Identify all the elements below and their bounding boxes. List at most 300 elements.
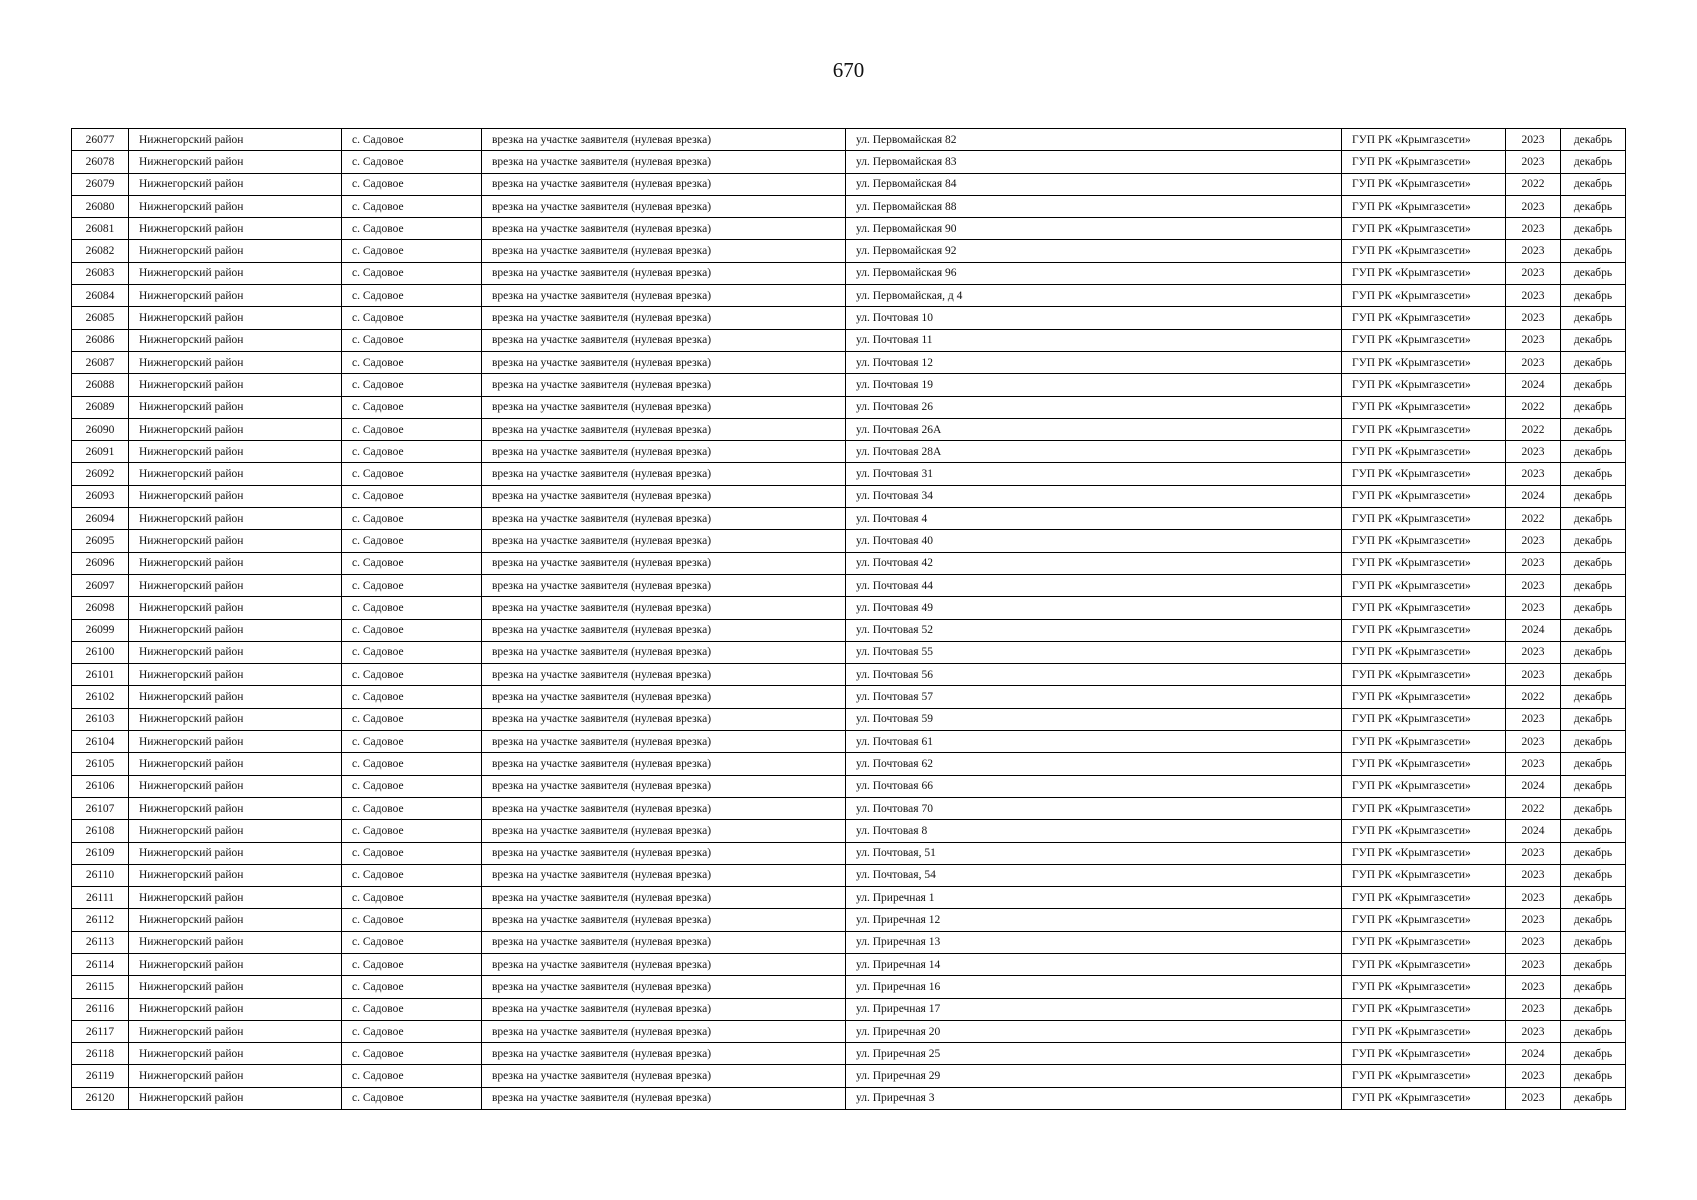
cell-work-type: врезка на участке заявителя (нулевая врезка) bbox=[482, 820, 846, 842]
cell-address: ул. Почтовая 61 bbox=[846, 731, 1342, 753]
cell-address: ул. Почтовая 31 bbox=[846, 463, 1342, 485]
cell-address: ул. Почтовая 28А bbox=[846, 441, 1342, 463]
cell-settlement: с. Садовое bbox=[342, 1043, 482, 1065]
cell-district: Нижнегорский район bbox=[129, 775, 342, 797]
cell-work-type: врезка на участке заявителя (нулевая врезка) bbox=[482, 195, 846, 217]
cell-month: декабрь bbox=[1561, 1087, 1626, 1109]
cell-organization: ГУП РК «Крымгазсети» bbox=[1342, 441, 1506, 463]
table-row bbox=[72, 508, 1626, 530]
cell-id: 26079 bbox=[72, 173, 129, 195]
table-row bbox=[72, 708, 1626, 730]
table-row bbox=[72, 664, 1626, 686]
cell-month: декабрь bbox=[1561, 887, 1626, 909]
table-row bbox=[72, 285, 1626, 307]
table-row bbox=[72, 1065, 1626, 1087]
cell-id: 26113 bbox=[72, 931, 129, 953]
cell-address: ул. Почтовая 49 bbox=[846, 597, 1342, 619]
cell-organization: ГУП РК «Крымгазсети» bbox=[1342, 240, 1506, 262]
cell-settlement: с. Садовое bbox=[342, 262, 482, 284]
cell-work-type: врезка на участке заявителя (нулевая врезка) bbox=[482, 307, 846, 329]
cell-district: Нижнегорский район bbox=[129, 218, 342, 240]
cell-settlement: с. Садовое bbox=[342, 195, 482, 217]
cell-settlement: с. Садовое bbox=[342, 708, 482, 730]
cell-work-type: врезка на участке заявителя (нулевая врезка) bbox=[482, 463, 846, 485]
cell-settlement: с. Садовое bbox=[342, 240, 482, 262]
cell-settlement: с. Садовое bbox=[342, 285, 482, 307]
cell-month: декабрь bbox=[1561, 374, 1626, 396]
cell-work-type: врезка на участке заявителя (нулевая врезка) bbox=[482, 1065, 846, 1087]
table-row bbox=[72, 195, 1626, 217]
cell-address: ул. Почтовая 56 bbox=[846, 664, 1342, 686]
cell-district: Нижнегорский район bbox=[129, 953, 342, 975]
table-row bbox=[72, 218, 1626, 240]
table-row bbox=[72, 1020, 1626, 1042]
cell-address: ул. Первомайская 92 bbox=[846, 240, 1342, 262]
cell-settlement: с. Садовое bbox=[342, 731, 482, 753]
cell-id: 26115 bbox=[72, 976, 129, 998]
cell-id: 26094 bbox=[72, 508, 129, 530]
cell-id: 26096 bbox=[72, 552, 129, 574]
cell-organization: ГУП РК «Крымгазсети» bbox=[1342, 307, 1506, 329]
cell-settlement: с. Садовое bbox=[342, 374, 482, 396]
cell-month: декабрь bbox=[1561, 998, 1626, 1020]
cell-district: Нижнегорский район bbox=[129, 931, 342, 953]
cell-address: ул. Почтовая 70 bbox=[846, 797, 1342, 819]
cell-year: 2023 bbox=[1506, 708, 1561, 730]
cell-settlement: с. Садовое bbox=[342, 820, 482, 842]
cell-work-type: врезка на участке заявителя (нулевая врезка) bbox=[482, 619, 846, 641]
cell-organization: ГУП РК «Крымгазсети» bbox=[1342, 173, 1506, 195]
cell-month: декабрь bbox=[1561, 218, 1626, 240]
cell-settlement: с. Садовое bbox=[342, 463, 482, 485]
cell-work-type: врезка на участке заявителя (нулевая врезка) bbox=[482, 329, 846, 351]
cell-work-type: врезка на участке заявителя (нулевая врезка) bbox=[482, 998, 846, 1020]
cell-organization: ГУП РК «Крымгазсети» bbox=[1342, 731, 1506, 753]
cell-district: Нижнегорский район bbox=[129, 641, 342, 663]
cell-id: 26083 bbox=[72, 262, 129, 284]
cell-settlement: с. Садовое bbox=[342, 641, 482, 663]
cell-organization: ГУП РК «Крымгазсети» bbox=[1342, 931, 1506, 953]
table-row bbox=[72, 552, 1626, 574]
cell-year: 2023 bbox=[1506, 842, 1561, 864]
cell-id: 26088 bbox=[72, 374, 129, 396]
cell-year: 2022 bbox=[1506, 508, 1561, 530]
cell-id: 26105 bbox=[72, 753, 129, 775]
table-row bbox=[72, 441, 1626, 463]
cell-year: 2024 bbox=[1506, 820, 1561, 842]
cell-organization: ГУП РК «Крымгазсети» bbox=[1342, 864, 1506, 886]
cell-settlement: с. Садовое bbox=[342, 218, 482, 240]
table-row bbox=[72, 329, 1626, 351]
cell-district: Нижнегорский район bbox=[129, 418, 342, 440]
cell-settlement: с. Садовое bbox=[342, 953, 482, 975]
cell-id: 26117 bbox=[72, 1020, 129, 1042]
cell-year: 2023 bbox=[1506, 909, 1561, 931]
cell-district: Нижнегорский район bbox=[129, 552, 342, 574]
cell-organization: ГУП РК «Крымгазсети» bbox=[1342, 329, 1506, 351]
cell-id: 26102 bbox=[72, 686, 129, 708]
cell-work-type: врезка на участке заявителя (нулевая врезка) bbox=[482, 976, 846, 998]
cell-work-type: врезка на участке заявителя (нулевая врезка) bbox=[482, 396, 846, 418]
table-row bbox=[72, 262, 1626, 284]
cell-month: декабрь bbox=[1561, 664, 1626, 686]
cell-work-type: врезка на участке заявителя (нулевая врезка) bbox=[482, 1043, 846, 1065]
table-row bbox=[72, 931, 1626, 953]
cell-organization: ГУП РК «Крымгазсети» bbox=[1342, 418, 1506, 440]
cell-district: Нижнегорский район bbox=[129, 463, 342, 485]
cell-organization: ГУП РК «Крымгазсети» bbox=[1342, 953, 1506, 975]
cell-year: 2023 bbox=[1506, 864, 1561, 886]
cell-work-type: врезка на участке заявителя (нулевая врезка) bbox=[482, 887, 846, 909]
cell-work-type: врезка на участке заявителя (нулевая врезка) bbox=[482, 909, 846, 931]
cell-month: декабрь bbox=[1561, 641, 1626, 663]
cell-year: 2024 bbox=[1506, 775, 1561, 797]
cell-year: 2023 bbox=[1506, 129, 1561, 151]
cell-address: ул. Почтовая 12 bbox=[846, 351, 1342, 373]
cell-id: 26114 bbox=[72, 953, 129, 975]
cell-settlement: с. Садовое bbox=[342, 508, 482, 530]
cell-settlement: с. Садовое bbox=[342, 976, 482, 998]
cell-organization: ГУП РК «Крымгазсети» bbox=[1342, 909, 1506, 931]
cell-year: 2023 bbox=[1506, 307, 1561, 329]
cell-district: Нижнегорский район bbox=[129, 151, 342, 173]
cell-year: 2023 bbox=[1506, 329, 1561, 351]
cell-district: Нижнегорский район bbox=[129, 1065, 342, 1087]
cell-organization: ГУП РК «Крымгазсети» bbox=[1342, 530, 1506, 552]
cell-month: декабрь bbox=[1561, 619, 1626, 641]
cell-id: 26077 bbox=[72, 129, 129, 151]
cell-work-type: врезка на участке заявителя (нулевая врезка) bbox=[482, 151, 846, 173]
cell-district: Нижнегорский район bbox=[129, 619, 342, 641]
cell-id: 26085 bbox=[72, 307, 129, 329]
cell-work-type: врезка на участке заявителя (нулевая врезка) bbox=[482, 1020, 846, 1042]
cell-month: декабрь bbox=[1561, 909, 1626, 931]
cell-address: ул. Первомайская 82 bbox=[846, 129, 1342, 151]
cell-year: 2023 bbox=[1506, 530, 1561, 552]
cell-id: 26091 bbox=[72, 441, 129, 463]
cell-id: 26086 bbox=[72, 329, 129, 351]
cell-id: 26103 bbox=[72, 708, 129, 730]
cell-address: ул. Почтовая 42 bbox=[846, 552, 1342, 574]
cell-year: 2023 bbox=[1506, 151, 1561, 173]
cell-settlement: с. Садовое bbox=[342, 686, 482, 708]
cell-address: ул. Почтовая 26А bbox=[846, 418, 1342, 440]
cell-month: декабрь bbox=[1561, 151, 1626, 173]
cell-year: 2022 bbox=[1506, 396, 1561, 418]
cell-district: Нижнегорский район bbox=[129, 173, 342, 195]
cell-district: Нижнегорский район bbox=[129, 240, 342, 262]
cell-settlement: с. Садовое bbox=[342, 441, 482, 463]
cell-month: декабрь bbox=[1561, 441, 1626, 463]
cell-year: 2023 bbox=[1506, 641, 1561, 663]
cell-district: Нижнегорский район bbox=[129, 842, 342, 864]
cell-district: Нижнегорский район bbox=[129, 129, 342, 151]
cell-district: Нижнегорский район bbox=[129, 351, 342, 373]
cell-address: ул. Почтовая 40 bbox=[846, 530, 1342, 552]
cell-month: декабрь bbox=[1561, 686, 1626, 708]
cell-district: Нижнегорский район bbox=[129, 686, 342, 708]
cell-district: Нижнегорский район bbox=[129, 887, 342, 909]
table-row bbox=[72, 619, 1626, 641]
cell-work-type: врезка на участке заявителя (нулевая врезка) bbox=[482, 173, 846, 195]
cell-organization: ГУП РК «Крымгазсети» bbox=[1342, 797, 1506, 819]
cell-settlement: с. Садовое bbox=[342, 619, 482, 641]
table-row bbox=[72, 129, 1626, 151]
table-row bbox=[72, 731, 1626, 753]
cell-work-type: врезка на участке заявителя (нулевая врезка) bbox=[482, 641, 846, 663]
cell-district: Нижнегорский район bbox=[129, 374, 342, 396]
cell-month: декабрь bbox=[1561, 173, 1626, 195]
cell-address: ул. Первомайская, д 4 bbox=[846, 285, 1342, 307]
cell-month: декабрь bbox=[1561, 552, 1626, 574]
table-row bbox=[72, 953, 1626, 975]
cell-month: декабрь bbox=[1561, 797, 1626, 819]
cell-work-type: врезка на участке заявителя (нулевая врезка) bbox=[482, 797, 846, 819]
cell-settlement: с. Садовое bbox=[342, 998, 482, 1020]
registry-body bbox=[72, 129, 1626, 1110]
cell-settlement: с. Садовое bbox=[342, 418, 482, 440]
cell-district: Нижнегорский район bbox=[129, 574, 342, 596]
cell-work-type: врезка на участке заявителя (нулевая врезка) bbox=[482, 775, 846, 797]
cell-year: 2023 bbox=[1506, 597, 1561, 619]
cell-organization: ГУП РК «Крымгазсети» bbox=[1342, 574, 1506, 596]
cell-district: Нижнегорский район bbox=[129, 1020, 342, 1042]
cell-address: ул. Почтовая 62 bbox=[846, 753, 1342, 775]
cell-id: 26100 bbox=[72, 641, 129, 663]
cell-year: 2023 bbox=[1506, 218, 1561, 240]
table-row bbox=[72, 351, 1626, 373]
cell-work-type: врезка на участке заявителя (нулевая врезка) bbox=[482, 953, 846, 975]
cell-address: ул. Приречная 1 bbox=[846, 887, 1342, 909]
cell-year: 2023 bbox=[1506, 552, 1561, 574]
cell-organization: ГУП РК «Крымгазсети» bbox=[1342, 842, 1506, 864]
cell-month: декабрь bbox=[1561, 240, 1626, 262]
cell-id: 26095 bbox=[72, 530, 129, 552]
cell-organization: ГУП РК «Крымгазсети» bbox=[1342, 552, 1506, 574]
cell-settlement: с. Садовое bbox=[342, 396, 482, 418]
cell-work-type: врезка на участке заявителя (нулевая врезка) bbox=[482, 374, 846, 396]
cell-district: Нижнегорский район bbox=[129, 797, 342, 819]
cell-address: ул. Почтовая 19 bbox=[846, 374, 1342, 396]
cell-organization: ГУП РК «Крымгазсети» bbox=[1342, 508, 1506, 530]
table-row bbox=[72, 173, 1626, 195]
cell-district: Нижнегорский район bbox=[129, 909, 342, 931]
cell-month: декабрь bbox=[1561, 976, 1626, 998]
table-row bbox=[72, 797, 1626, 819]
cell-organization: ГУП РК «Крымгазсети» bbox=[1342, 686, 1506, 708]
cell-year: 2023 bbox=[1506, 976, 1561, 998]
cell-organization: ГУП РК «Крымгазсети» bbox=[1342, 195, 1506, 217]
cell-month: декабрь bbox=[1561, 597, 1626, 619]
cell-district: Нижнегорский район bbox=[129, 753, 342, 775]
cell-id: 26120 bbox=[72, 1087, 129, 1109]
cell-address: ул. Приречная 12 bbox=[846, 909, 1342, 931]
page-number: 670 bbox=[832, 58, 865, 82]
cell-id: 26097 bbox=[72, 574, 129, 596]
cell-settlement: с. Садовое bbox=[342, 574, 482, 596]
cell-address: ул. Первомайская 88 bbox=[846, 195, 1342, 217]
cell-id: 26099 bbox=[72, 619, 129, 641]
cell-district: Нижнегорский район bbox=[129, 262, 342, 284]
cell-work-type: врезка на участке заявителя (нулевая врезка) bbox=[482, 441, 846, 463]
cell-organization: ГУП РК «Крымгазсети» bbox=[1342, 619, 1506, 641]
cell-year: 2022 bbox=[1506, 418, 1561, 440]
cell-work-type: врезка на участке заявителя (нулевая врезка) bbox=[482, 508, 846, 530]
cell-organization: ГУП РК «Крымгазсети» bbox=[1342, 396, 1506, 418]
cell-address: ул. Приречная 20 bbox=[846, 1020, 1342, 1042]
cell-organization: ГУП РК «Крымгазсети» bbox=[1342, 641, 1506, 663]
table-row bbox=[72, 864, 1626, 886]
cell-organization: ГУП РК «Крымгазсети» bbox=[1342, 463, 1506, 485]
cell-organization: ГУП РК «Крымгазсети» bbox=[1342, 1065, 1506, 1087]
cell-work-type: врезка на участке заявителя (нулевая врезка) bbox=[482, 285, 846, 307]
cell-settlement: с. Садовое bbox=[342, 753, 482, 775]
cell-id: 26116 bbox=[72, 998, 129, 1020]
cell-address: ул. Почтовая 57 bbox=[846, 686, 1342, 708]
cell-settlement: с. Садовое bbox=[342, 775, 482, 797]
cell-work-type: врезка на участке заявителя (нулевая врезка) bbox=[482, 1087, 846, 1109]
cell-year: 2023 bbox=[1506, 998, 1561, 1020]
cell-address: ул. Приречная 13 bbox=[846, 931, 1342, 953]
cell-year: 2023 bbox=[1506, 262, 1561, 284]
cell-organization: ГУП РК «Крымгазсети» bbox=[1342, 1020, 1506, 1042]
cell-month: декабрь bbox=[1561, 530, 1626, 552]
cell-month: декабрь bbox=[1561, 485, 1626, 507]
table-row bbox=[72, 151, 1626, 173]
cell-organization: ГУП РК «Крымгазсети» bbox=[1342, 351, 1506, 373]
cell-year: 2023 bbox=[1506, 463, 1561, 485]
cell-month: декабрь bbox=[1561, 731, 1626, 753]
cell-work-type: врезка на участке заявителя (нулевая врезка) bbox=[482, 664, 846, 686]
cell-district: Нижнегорский район bbox=[129, 597, 342, 619]
table-row bbox=[72, 1087, 1626, 1109]
cell-settlement: с. Садовое bbox=[342, 351, 482, 373]
cell-organization: ГУП РК «Крымгазсети» bbox=[1342, 708, 1506, 730]
cell-settlement: с. Садовое bbox=[342, 173, 482, 195]
cell-work-type: врезка на участке заявителя (нулевая врезка) bbox=[482, 351, 846, 373]
cell-address: ул. Почтовая 10 bbox=[846, 307, 1342, 329]
cell-year: 2023 bbox=[1506, 931, 1561, 953]
cell-address: ул. Почтовая 59 bbox=[846, 708, 1342, 730]
cell-year: 2023 bbox=[1506, 240, 1561, 262]
cell-year: 2024 bbox=[1506, 619, 1561, 641]
cell-district: Нижнегорский район bbox=[129, 508, 342, 530]
cell-work-type: врезка на участке заявителя (нулевая врезка) bbox=[482, 218, 846, 240]
cell-organization: ГУП РК «Крымгазсети» bbox=[1342, 775, 1506, 797]
cell-work-type: врезка на участке заявителя (нулевая врезка) bbox=[482, 842, 846, 864]
cell-organization: ГУП РК «Крымгазсети» bbox=[1342, 976, 1506, 998]
cell-settlement: с. Садовое bbox=[342, 1087, 482, 1109]
cell-address: ул. Почтовая 52 bbox=[846, 619, 1342, 641]
cell-work-type: врезка на участке заявителя (нулевая врезка) bbox=[482, 931, 846, 953]
cell-settlement: с. Садовое bbox=[342, 664, 482, 686]
cell-organization: ГУП РК «Крымгазсети» bbox=[1342, 597, 1506, 619]
cell-settlement: с. Садовое bbox=[342, 129, 482, 151]
cell-id: 26107 bbox=[72, 797, 129, 819]
cell-settlement: с. Садовое bbox=[342, 597, 482, 619]
cell-district: Нижнегорский район bbox=[129, 1043, 342, 1065]
cell-address: ул. Первомайская 83 bbox=[846, 151, 1342, 173]
cell-id: 26082 bbox=[72, 240, 129, 262]
cell-work-type: врезка на участке заявителя (нулевая врезка) bbox=[482, 597, 846, 619]
cell-district: Нижнегорский район bbox=[129, 731, 342, 753]
cell-id: 26108 bbox=[72, 820, 129, 842]
cell-address: ул. Приречная 17 bbox=[846, 998, 1342, 1020]
cell-organization: ГУП РК «Крымгазсети» bbox=[1342, 664, 1506, 686]
cell-year: 2022 bbox=[1506, 686, 1561, 708]
cell-organization: ГУП РК «Крымгазсети» bbox=[1342, 485, 1506, 507]
table-row bbox=[72, 240, 1626, 262]
cell-month: декабрь bbox=[1561, 775, 1626, 797]
cell-month: декабрь bbox=[1561, 708, 1626, 730]
cell-year: 2023 bbox=[1506, 753, 1561, 775]
cell-year: 2024 bbox=[1506, 485, 1561, 507]
cell-address: ул. Приречная 29 bbox=[846, 1065, 1342, 1087]
cell-id: 26109 bbox=[72, 842, 129, 864]
table-row bbox=[72, 753, 1626, 775]
cell-organization: ГУП РК «Крымгазсети» bbox=[1342, 218, 1506, 240]
table-row bbox=[72, 574, 1626, 596]
cell-month: декабрь bbox=[1561, 931, 1626, 953]
cell-month: декабрь bbox=[1561, 351, 1626, 373]
cell-district: Нижнегорский район bbox=[129, 708, 342, 730]
cell-address: ул. Почтовая 66 bbox=[846, 775, 1342, 797]
cell-settlement: с. Садовое bbox=[342, 1020, 482, 1042]
cell-district: Нижнегорский район bbox=[129, 485, 342, 507]
cell-id: 26104 bbox=[72, 731, 129, 753]
cell-organization: ГУП РК «Крымгазсети» bbox=[1342, 129, 1506, 151]
cell-id: 26089 bbox=[72, 396, 129, 418]
cell-work-type: врезка на участке заявителя (нулевая врезка) bbox=[482, 485, 846, 507]
cell-year: 2023 bbox=[1506, 1020, 1561, 1042]
cell-work-type: врезка на участке заявителя (нулевая врезка) bbox=[482, 864, 846, 886]
cell-organization: ГУП РК «Крымгазсети» bbox=[1342, 374, 1506, 396]
cell-month: декабрь bbox=[1561, 329, 1626, 351]
cell-month: декабрь bbox=[1561, 753, 1626, 775]
cell-address: ул. Почтовая, 51 bbox=[846, 842, 1342, 864]
cell-year: 2023 bbox=[1506, 887, 1561, 909]
table-row bbox=[72, 887, 1626, 909]
cell-work-type: врезка на участке заявителя (нулевая врезка) bbox=[482, 574, 846, 596]
cell-year: 2023 bbox=[1506, 285, 1561, 307]
cell-work-type: врезка на участке заявителя (нулевая врезка) bbox=[482, 708, 846, 730]
cell-work-type: врезка на участке заявителя (нулевая врезка) bbox=[482, 731, 846, 753]
cell-month: декабрь bbox=[1561, 842, 1626, 864]
cell-id: 26090 bbox=[72, 418, 129, 440]
cell-district: Нижнегорский район bbox=[129, 195, 342, 217]
cell-month: декабрь bbox=[1561, 1065, 1626, 1087]
cell-month: декабрь bbox=[1561, 418, 1626, 440]
cell-district: Нижнегорский район bbox=[129, 664, 342, 686]
cell-settlement: с. Садовое bbox=[342, 151, 482, 173]
table-row bbox=[72, 775, 1626, 797]
cell-year: 2023 bbox=[1506, 574, 1561, 596]
cell-year: 2023 bbox=[1506, 953, 1561, 975]
cell-settlement: с. Садовое bbox=[342, 797, 482, 819]
cell-month: декабрь bbox=[1561, 396, 1626, 418]
table-row bbox=[72, 909, 1626, 931]
table-row bbox=[72, 976, 1626, 998]
cell-address: ул. Почтовая 55 bbox=[846, 641, 1342, 663]
cell-district: Нижнегорский район bbox=[129, 1087, 342, 1109]
table-row bbox=[72, 686, 1626, 708]
cell-district: Нижнегорский район bbox=[129, 864, 342, 886]
cell-year: 2023 bbox=[1506, 731, 1561, 753]
cell-settlement: с. Садовое bbox=[342, 307, 482, 329]
cell-address: ул. Первомайская 84 bbox=[846, 173, 1342, 195]
registry-table bbox=[71, 128, 1626, 1110]
cell-district: Нижнегорский район bbox=[129, 329, 342, 351]
